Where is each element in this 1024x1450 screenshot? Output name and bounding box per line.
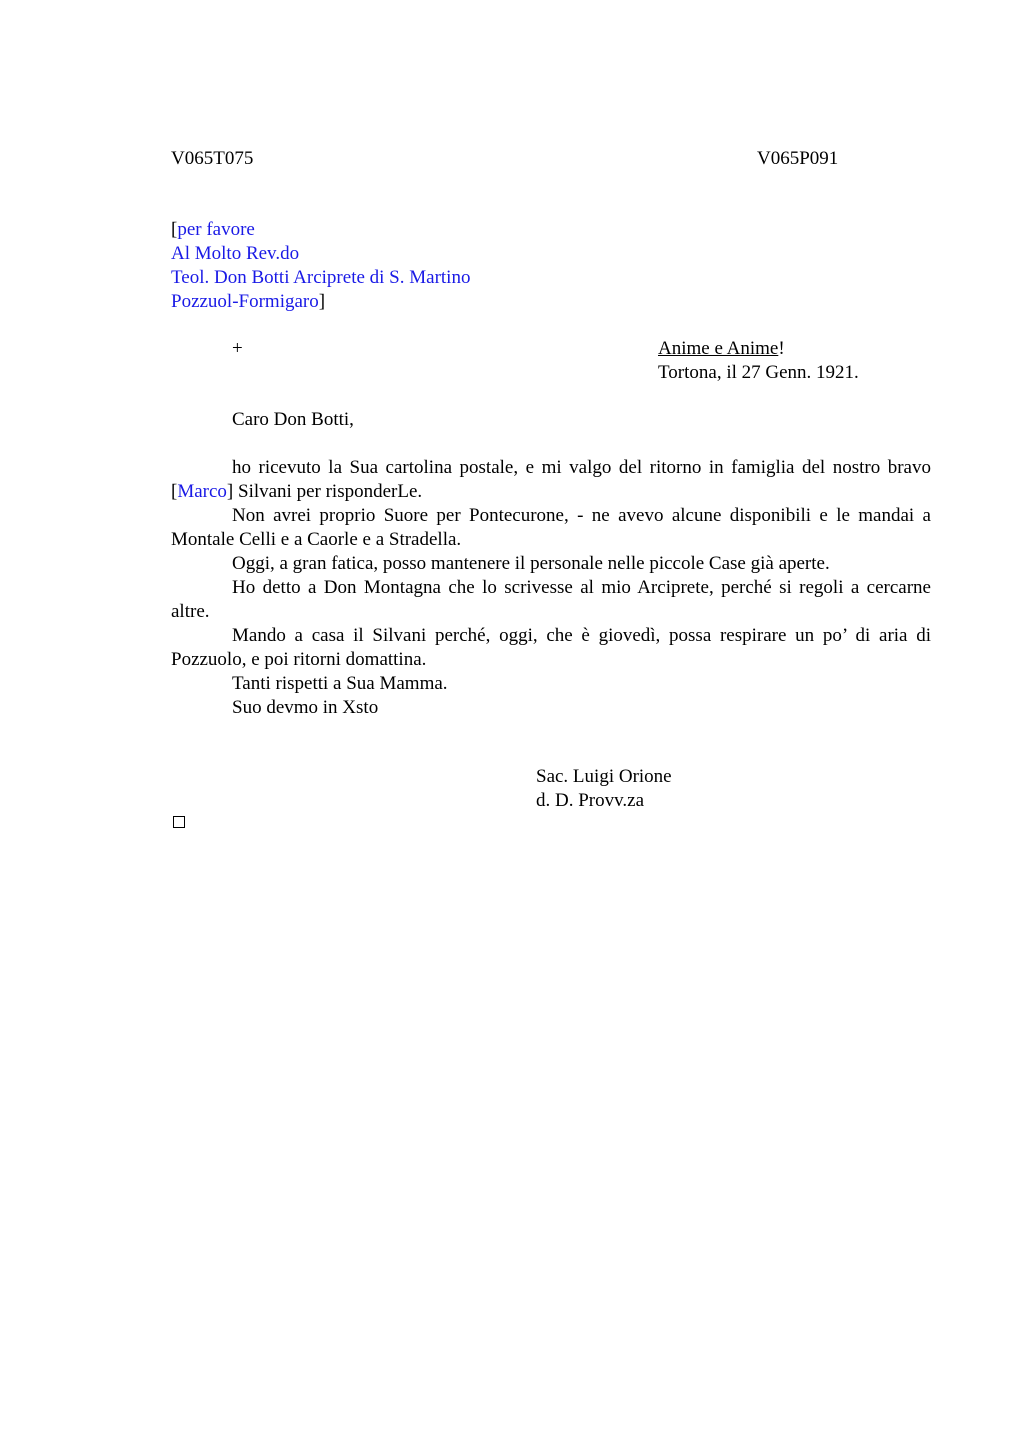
body-paragraph-2: Non avrei proprio Suore per Pontecurone, - ne avevo alcune disponibili e le mandai a Montale Celli e a Caorle e a Stradella.: [171, 505, 931, 550]
p1-after: ] Silvani per risponderLe.: [226, 481, 423, 502]
place-date: Tortona, il 27 Genn. 1921.: [658, 362, 859, 383]
signature-block: [536, 765, 672, 813]
body-paragraph-5: Mando a casa il Silvani perché, oggi, che è giovedì, possa respirare un po’ di aria di Pozzuolo, e poi ritorni domattina.: [171, 625, 931, 670]
p1-name: Marco: [177, 481, 227, 502]
address-block: [171, 218, 470, 314]
signature-title: d. D. Provv.za: [536, 790, 644, 811]
salutation: Caro Don Botti,: [232, 409, 354, 430]
address-place: Pozzuol-Formigaro: [171, 291, 319, 312]
address-per-favore: per favore: [177, 219, 255, 240]
document-code-left: V065T075: [171, 148, 254, 169]
body-paragraph-7: Suo devmo in Xsto: [232, 697, 379, 718]
dateline-block: [658, 337, 859, 385]
address-close-bracket: ]: [318, 291, 326, 312]
body-paragraph-4: Ho detto a Don Montagna che lo scrivesse al mio Arciprete, perché si regoli a cercarne altre.: [171, 577, 931, 622]
letter-body: [171, 456, 931, 720]
body-paragraph-6: Tanti rispetti a Sua Mamma.: [232, 673, 448, 694]
motto-punct: !: [778, 338, 785, 359]
address-open-bracket: [: [171, 219, 178, 240]
cross-symbol: +: [232, 338, 243, 359]
address-line-2: Al Molto Rev.do: [171, 243, 300, 264]
motto-text: Anime e Anime: [658, 338, 779, 359]
document-code-right: V065P091: [757, 148, 839, 169]
p1-before: ho ricevuto la Sua cartolina postale, e mi valgo del ritorno in famiglia del nostro bravo [: [171, 457, 931, 502]
address-line-1: [171, 218, 470, 242]
signature-name: Sac. Luigi Orione: [536, 766, 672, 787]
body-paragraph-3: Oggi, a gran fatica, posso mantenere il personale nelle piccole Case già aperte.: [232, 553, 830, 574]
address-line-4: [171, 290, 470, 314]
address-line-3: Teol. Don Botti Arciprete di S. Martino: [171, 267, 471, 288]
body-paragraph-1: [171, 456, 931, 504]
end-marker-box: [173, 816, 185, 828]
motto-line: [658, 337, 859, 361]
